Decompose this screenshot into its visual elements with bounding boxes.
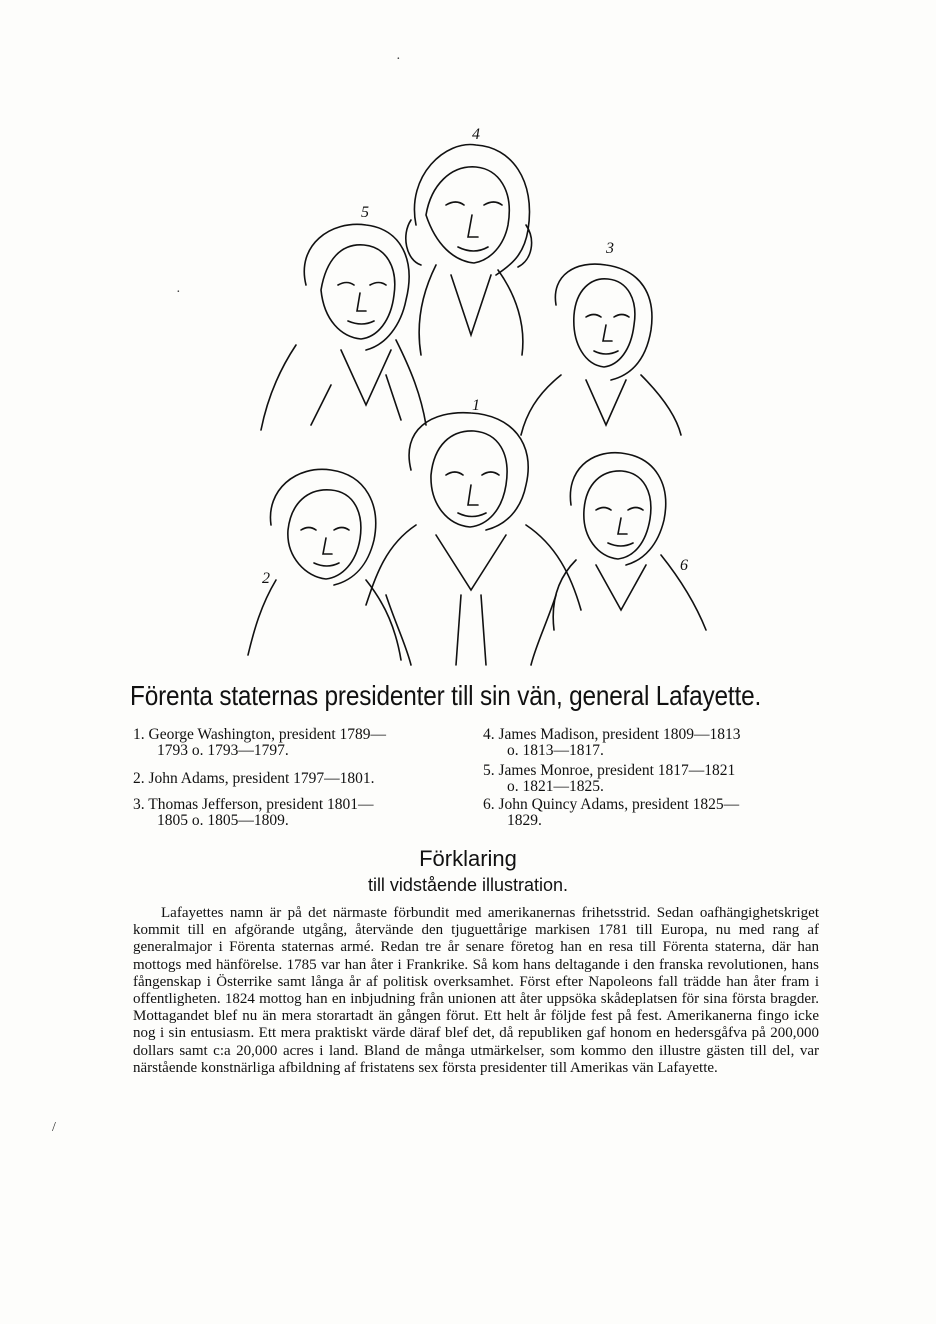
section-subheading: till vidstående illustration. [367, 875, 569, 895]
legend-item [133, 771, 463, 787]
portrait-john-adams [248, 469, 401, 660]
portrait-john-quincy-adams [553, 453, 706, 630]
legend-item-line2: 1793 o. 1793—1797. [157, 742, 289, 759]
portrait-number-3: 3 [606, 240, 614, 257]
portrait-number-1: 1 [472, 397, 480, 414]
portrait-monroe [261, 224, 426, 430]
legend-item [133, 727, 463, 759]
page-title: Förenta staternas presidenter till sin vän, general Lafayette. [130, 680, 762, 711]
legend-item [133, 797, 463, 829]
legend-item-line1: 4. James Madison, president 1809—1813 [483, 726, 741, 743]
legend-item [483, 763, 813, 795]
body-paragraph: Lafayettes namn är på det närmaste förbundit med amerikanernas frihetsstrid. Sedan oafhängighetskriget kommit till en afgörande utgång, återvände den tjuguettårige markisen 1781 till Europa, nu med rang af generalmajor i Förenta staternas armé. Redan tre år senare företog han en resa till Förenta staterna, där han mottogs med hänförelse. 1785 var han åter i Frankrike. Så kom hans deltagande i den franska revolutionen, hans fångenskap i Österrike samt långa år af politisk overksamhet. Först efter Napoleons fall trädde han åter fram i offentligheten. 1824 mottog han en inbjudning från unionen att åter uppsöka skådeplatsen för sina första bragder. Mottagandet blef nu än mera storartadt än gången förut. Ett helt år följde fest på fest. Amerikanerna fingo icke nog i sin entusiasm. Ett mera praktiskt värde däraf blef det, då republiken gaf honom en hedersgåfva på 200,000 dollars samt c:a 20,000 acres i land. Bland de många utmärkelser, som kommo den illustre gästen till del, var närstående konstnärliga afbildning af fristatens sex första presidenter till Amerikas vän Lafayette. [133, 905, 819, 1076]
legend-item-line2: o. 1813—1817. [507, 742, 604, 759]
legend-item-line1: 5. James Monroe, president 1817—1821 [483, 762, 736, 779]
legend-item-line2: o. 1821—1825. [507, 778, 604, 795]
legend-item [483, 727, 813, 759]
legend-item-line1: 1. George Washington, president 1789— [133, 726, 387, 743]
portrait-number-5: 5 [361, 204, 369, 221]
legend-item-line1: 3. Thomas Jefferson, president 1801— [133, 796, 374, 813]
legend-item-line2: 1805 o. 1805—1809. [157, 812, 289, 829]
legend-item-line1: 6. John Quincy Adams, president 1825— [483, 796, 740, 813]
portrait-number-2: 2 [262, 570, 270, 587]
print-speck: · [396, 52, 401, 67]
portrait-washington [366, 413, 581, 665]
portrait-jefferson [521, 264, 681, 435]
legend-item-line2: 1829. [507, 812, 542, 829]
legend-item [483, 797, 813, 829]
portrait-madison [406, 145, 532, 355]
portrait-number-4: 4 [472, 126, 480, 143]
portrait-number-6: 6 [680, 557, 688, 574]
presidents-portrait-engraving [236, 125, 716, 670]
section-heading: Förklaring [419, 846, 517, 871]
legend-item-line1: 2. John Adams, president 1797—1801. [133, 770, 375, 787]
print-speck: / [52, 1120, 56, 1135]
print-speck: · [176, 285, 181, 300]
